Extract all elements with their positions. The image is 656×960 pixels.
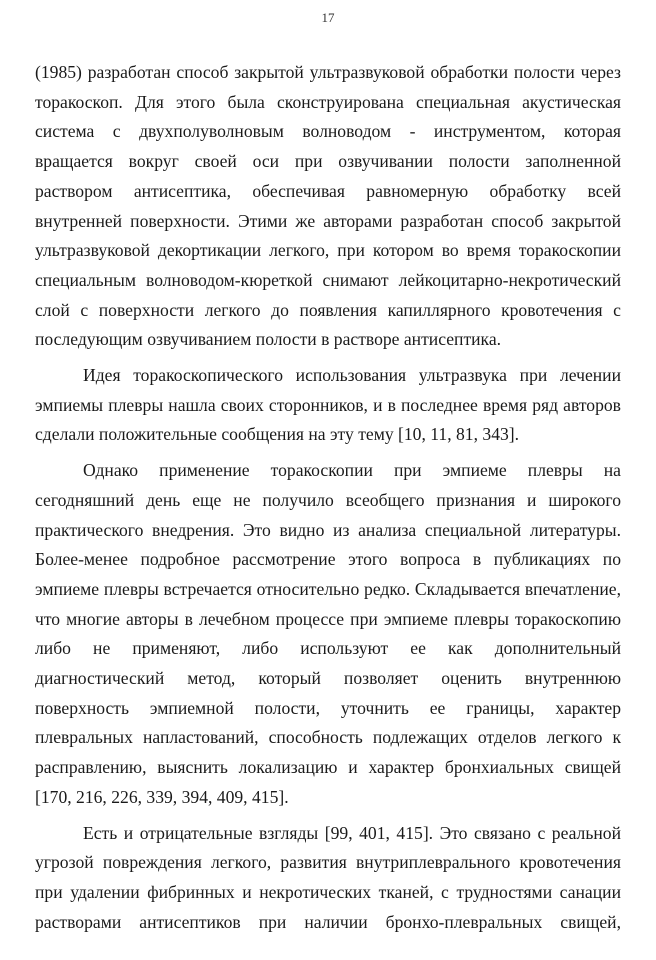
text-line: эмпиеме плевры встречается относительно редко. Складывается впечатление,	[35, 578, 621, 599]
text-line: последующим озвучиванием полости в растворе антисептика.	[35, 329, 502, 350]
text-line: что многие авторы в лечебном процессе при эмпиеме плевры торакоскопию	[35, 608, 621, 629]
text-line: эмпиемы плевры нашла своих сторонников, и в последнее время ряд авторов	[35, 394, 621, 415]
text-line: расправлению, выяснить локализацию и характер бронхиальных свищей	[35, 757, 621, 778]
text-line: вращается вокруг своей оси при озвучивании полости заполненной	[35, 151, 621, 172]
text-line: Есть и отрицательные взгляды [99, 401, 415]. Это связано с реальной	[83, 822, 621, 843]
paragraph-thoracoscopic-idea	[35, 361, 621, 450]
text-line: диагностический метод, который позволяет оценить внутреннюю	[35, 668, 621, 689]
text-line: при удалении фибринных и некротических тканей, с трудностями санации	[35, 881, 621, 902]
text-line: раствором антисептика, обеспечивая равномерную обработку всей	[35, 180, 621, 201]
paragraph-negative-views	[35, 819, 621, 938]
text-line: специальным волноводом-кюреткой снимают лейкоцитарно-некротический	[35, 269, 621, 290]
document-body	[35, 58, 621, 937]
text-line: сегодняшний день еще не получило всеобщего признания и широкого	[35, 489, 621, 510]
text-line: угрозой повреждения легкого, развития внутриплеврального кровотечения	[35, 852, 621, 873]
text-line: растворами антисептиков при наличии бронхо-плевральных свищей,	[35, 911, 621, 932]
text-line: [170, 216, 226, 339, 394, 409, 415].	[35, 786, 289, 807]
text-line: слой с поверхности легкого до появления капиллярного кровотечения с	[35, 299, 621, 320]
text-line: внутренней поверхности. Этими же авторами разработан способ закрытой	[35, 210, 621, 231]
page-number: 17	[321, 10, 335, 25]
text-line: сделали положительные сообщения на эту тему [10, 11, 81, 343].	[35, 424, 520, 445]
text-line: поверхность эмпиемной полости, уточнить ее границы, характер	[35, 697, 621, 718]
text-line: практического внедрения. Это видно из анализа специальной литературы.	[35, 519, 621, 540]
text-line: ультразвуковой декортикации легкого, при котором во время торакоскопии	[35, 240, 621, 261]
text-line: торакоскоп. Для этого была сконструирована специальная акустическая	[35, 91, 621, 112]
text-line: (1985) разработан способ закрытой ультразвуковой обработки полости через	[35, 62, 621, 82]
text-line: система с двухполуволновым волноводом - инструментом, которая	[35, 121, 621, 142]
paragraph-recognition	[35, 456, 621, 812]
text-line: Более-менее подробное рассмотрение этого вопроса в публикациях по	[35, 549, 621, 570]
text-line: Идея торакоскопического использования ультразвука при лечении	[83, 365, 621, 386]
text-line: Однако применение торакоскопии при эмпиеме плевры на	[83, 460, 621, 481]
paragraph-ultrasound-method	[35, 58, 621, 355]
text-line: либо не применяют, либо используют ее как дополнительный	[35, 638, 621, 659]
text-line: плевральных напластований, способность подлежащих отделов легкого к	[35, 727, 621, 748]
